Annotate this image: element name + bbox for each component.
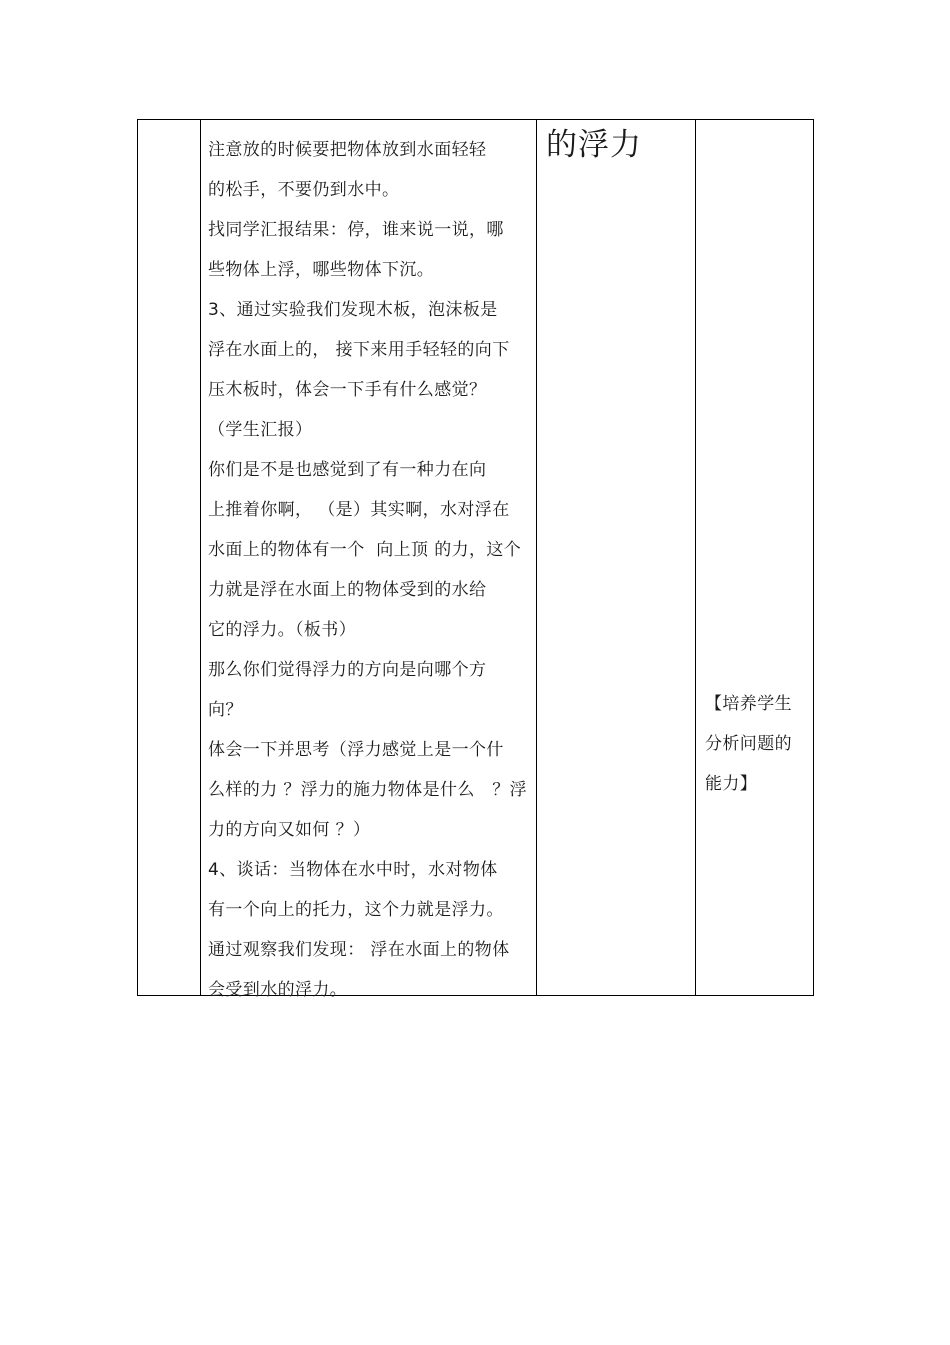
process-line: 体会一下并思考（浮力感觉上是一个什 [208,740,504,760]
intent-line: 【培养学生 [705,694,792,714]
process-line: 力就是浮在水面上的物体受到的水给 [208,580,487,600]
process-line: 会受到水的浮力。 [208,980,348,1000]
process-line: 4、谈话：当物体在水中时，水对物体 [208,860,498,880]
process-line: 么样的力 ？浮力的施力物体是什么 ？浮 [208,780,528,800]
process-line: 通过观察我们发现： 浮在水面上的物体 [208,940,510,960]
teaching-process-cell [208,120,538,1000]
process-line: 压木板时，体会一下手有什么感觉？ [208,380,487,400]
design-intent-cell [705,120,815,995]
column-divider [695,120,696,995]
blackboard-cell [546,120,694,995]
process-line: 向？ [208,700,243,720]
lesson-plan-table [137,119,814,1000]
process-line: 3、通过实验我们发现木板，泡沫板是 [208,300,498,320]
process-line: 上推着你啊， （是）其实啊，水对浮在 [208,500,510,520]
design-intent-text [705,684,792,804]
intent-line: 分析问题的 [705,734,792,754]
process-line: 那么你们觉得浮力的方向是向哪个方 [208,660,487,680]
process-line: 它的浮力。（板书） [208,620,357,640]
process-line: 水面上的物体有一个 向上顶 的力，这个 [208,540,522,560]
blackboard-text: 的浮力 [546,127,642,163]
column-divider [200,120,201,995]
process-line: （学生汇报） [208,420,313,440]
process-line: 力的方向又如何 ？） [208,820,371,840]
intent-line: 能力】 [705,774,758,794]
process-line: 找同学汇报结果：停，谁来说一说，哪 [208,220,504,240]
process-line: 浮在水面上的， 接下来用手轻轻的向下 [208,340,510,360]
step-index-cell [138,120,200,995]
process-line: 些物体上浮，哪些物体下沉。 [208,260,435,280]
process-line: 有一个向上的托力，这个力就是浮力。 [208,900,504,920]
process-line: 你们是不是也感觉到了有一种力在向 [208,460,487,480]
process-line: 注意放的时候要把物体放到水面轻轻 [208,140,487,160]
process-line: 的松手，不要仍到水中。 [208,180,400,200]
